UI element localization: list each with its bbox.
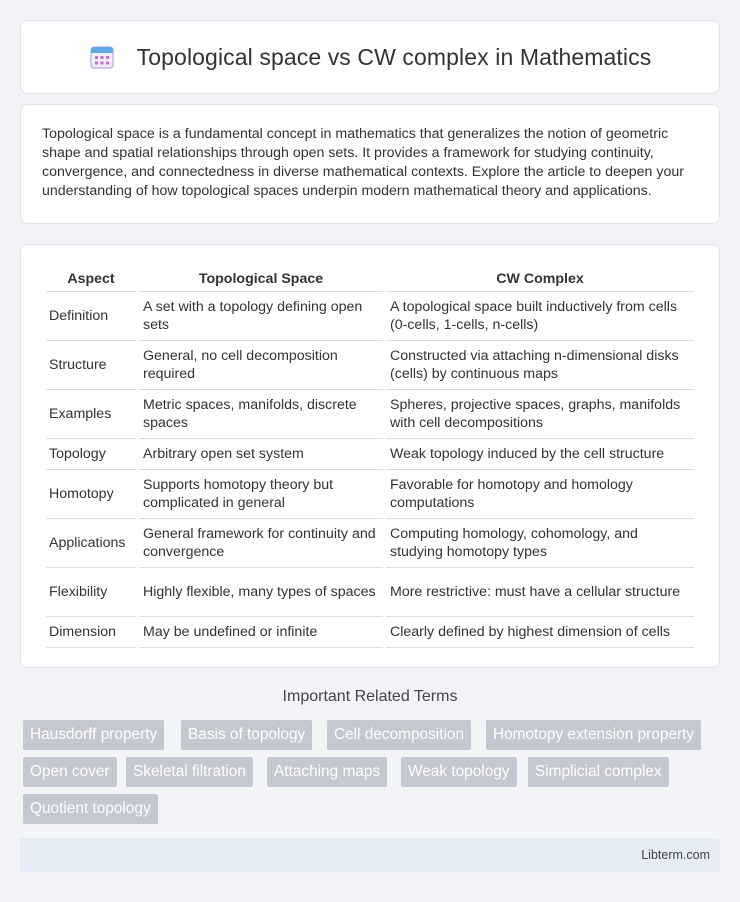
cell-cw-complex: Spheres, projective spaces, graphs, manifolds with cell decompositions — [386, 390, 694, 439]
row-aspect: Dimension — [46, 617, 136, 648]
table-row — [46, 617, 694, 648]
row-aspect: Homotopy — [46, 470, 136, 519]
comparison-table — [43, 263, 697, 648]
term-tag[interactable]: Quotient topology — [23, 794, 158, 824]
cell-topological-space: Supports homotopy theory but complicated in general — [139, 470, 383, 519]
cell-topological-space: Metric spaces, manifolds, discrete spaces — [139, 390, 383, 439]
cell-cw-complex: Weak topology induced by the cell structure — [386, 439, 694, 470]
row-aspect: Examples — [46, 390, 136, 439]
cell-topological-space: A set with a topology defining open sets — [139, 292, 383, 341]
column-header-aspect: Aspect — [46, 263, 136, 292]
term-tag[interactable]: Attaching maps — [267, 757, 387, 787]
table-row — [46, 292, 694, 341]
cell-cw-complex: Favorable for homotopy and homology computations — [386, 470, 694, 519]
cell-topological-space: Highly flexible, many types of spaces — [139, 568, 383, 617]
table-row — [46, 519, 694, 568]
term-tag[interactable]: Basis of topology — [181, 720, 312, 750]
comparison-card — [20, 244, 720, 668]
header-card — [20, 20, 720, 94]
row-aspect: Topology — [46, 439, 136, 470]
cell-topological-space: Arbitrary open set system — [139, 439, 383, 470]
intro-text: Topological space is a fundamental concept in mathematics that generalizes the notion of geometric shape and spatial relationships through open sets. It provides a framework for studying continuity, convergence, and connectedness in diverse mathematical contexts. Explore the article to deepen your understanding of how topological spaces underpin modern mathematical theory and applications. — [42, 126, 684, 199]
term-tag[interactable]: Skeletal filtration — [126, 757, 253, 787]
cell-cw-complex: Computing homology, cohomology, and studying homotopy types — [386, 519, 694, 568]
related-terms-heading: Important Related Terms — [282, 688, 458, 705]
table-row — [46, 568, 694, 617]
page-title: Topological space vs CW complex in Mathematics — [136, 43, 652, 70]
term-tag[interactable]: Homotopy extension property — [486, 720, 701, 750]
table-row — [46, 390, 694, 439]
footer — [20, 838, 720, 872]
cell-topological-space: May be undefined or infinite — [139, 617, 383, 648]
row-aspect: Applications — [46, 519, 136, 568]
term-tag[interactable]: Cell decomposition — [327, 720, 471, 750]
row-aspect: Structure — [46, 341, 136, 390]
intro-card — [20, 104, 720, 224]
cell-cw-complex: Constructed via attaching n-dimensional disks (cells) by continuous maps — [386, 341, 694, 390]
column-header-topological-space: Topological Space — [139, 263, 383, 292]
calendar-icon — [89, 44, 115, 70]
term-tag[interactable]: Weak topology — [401, 757, 517, 787]
table-row — [46, 439, 694, 470]
table-row — [46, 341, 694, 390]
table-row — [46, 470, 694, 519]
cell-cw-complex: Clearly defined by highest dimension of cells — [386, 617, 694, 648]
term-tag[interactable]: Open cover — [23, 757, 117, 787]
row-aspect: Definition — [46, 292, 136, 341]
term-tag[interactable]: Hausdorff property — [23, 720, 164, 750]
cell-cw-complex: A topological space built inductively from cells (0-cells, 1-cells, n-cells) — [386, 292, 694, 341]
cell-cw-complex: More restrictive: must have a cellular structure — [386, 568, 694, 617]
footer-site-link[interactable]: Libterm.com — [641, 848, 710, 862]
row-aspect: Flexibility — [46, 568, 136, 617]
cell-topological-space: General, no cell decomposition required — [139, 341, 383, 390]
cell-topological-space: General framework for continuity and convergence — [139, 519, 383, 568]
column-header-cw-complex: CW Complex — [386, 263, 694, 292]
term-tag[interactable]: Simplicial complex — [528, 757, 669, 787]
